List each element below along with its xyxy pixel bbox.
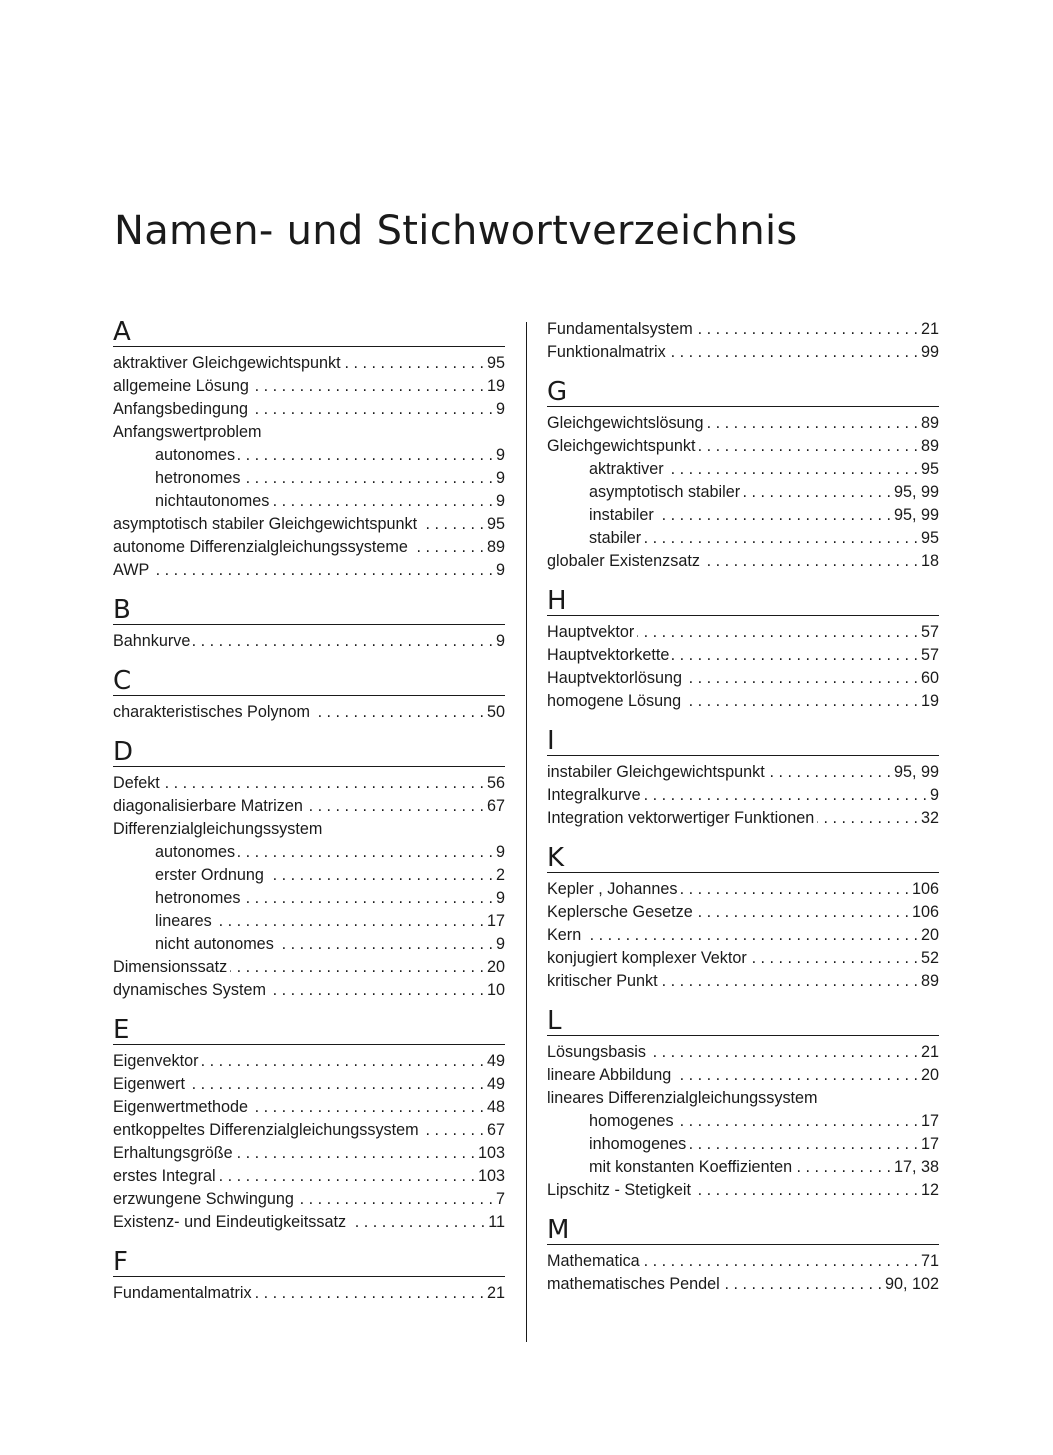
dot-leader [644,527,918,550]
letter-section [547,1007,939,1202]
dot-leader [657,504,891,527]
index-term: Eigenvektor [113,1052,199,1070]
index-term: autonomes [155,843,236,861]
index-subentry [113,910,505,933]
index-entry [113,1096,505,1119]
page-number: 19 [920,692,939,710]
index-entry [547,1179,939,1202]
dot-leader [743,481,891,504]
index-entry [547,644,939,667]
page-number: 89 [920,414,939,432]
page-number: 7 [495,1190,505,1208]
page-number: 9 [495,446,505,464]
index-entry [113,701,505,724]
index-term: globaler Existenzsatz [547,552,700,570]
page-number: 95 [920,460,939,478]
letter-section [113,738,505,1002]
index-term: Mathematica [547,1252,640,1270]
index-entry [547,1087,939,1110]
letter-section [113,1016,505,1234]
index-term: hetronomes [155,469,241,487]
page-number: 21 [486,1284,505,1302]
index-subentry [547,504,939,527]
dot-leader [684,690,918,713]
section-letter-heading: A [113,318,505,347]
page-number: 9 [495,400,505,418]
index-term: aktraktiver [589,460,664,478]
index-entry [113,559,505,582]
dot-leader [238,444,493,467]
dot-leader [750,947,918,970]
index-term: kritischer Punkt [547,972,658,990]
section-letter-heading: K [547,844,939,873]
page-number: 95 [920,529,939,547]
letter-section [547,1216,939,1296]
page-number: 17 [920,1112,939,1130]
dot-leader [152,559,493,582]
page-number: 17, 38 [893,1158,939,1176]
index-column-right [547,318,939,1310]
section-letter-heading: H [547,587,939,616]
dot-leader [644,784,927,807]
dot-leader [297,1188,493,1211]
index-entry [547,878,939,901]
index-term: Lipschitz - Stetigkeit [547,1181,691,1199]
index-entry [547,550,939,573]
index-entry [113,630,505,653]
dot-leader [255,1282,484,1305]
dot-leader [269,979,484,1002]
index-term: dynamisches System [113,981,266,999]
page-number: 2 [495,866,505,884]
index-term: Keplersche Gesetze [547,903,693,921]
dot-leader [252,375,484,398]
index-term: allgemeine Lösung [113,377,249,395]
index-subentry [547,1110,939,1133]
page-number: 103 [477,1167,505,1185]
page-number: 90, 102 [884,1275,939,1293]
index-term: lineares [155,912,212,930]
section-letter-heading: L [547,1007,939,1036]
page-number: 9 [495,561,505,579]
dot-leader [768,761,891,784]
index-entry [113,375,505,398]
letter-section [113,667,505,724]
dot-leader [723,1273,882,1296]
page-number: 21 [920,1043,939,1061]
dot-leader [674,1064,918,1087]
dot-leader [422,1119,484,1142]
index-subentry [113,864,505,887]
page-number: 89 [920,972,939,990]
index-entry [113,1211,505,1234]
column-divider [526,322,527,1342]
page-number: 21 [920,320,939,338]
page-number: 56 [486,774,505,792]
dot-leader [230,956,484,979]
page-number: 60 [920,669,939,687]
dot-leader [193,630,493,653]
index-term: inhomogenes [589,1135,687,1153]
section-letter-heading: F [113,1248,505,1277]
index-term: Integration vektorwertiger Funktionen [547,809,815,827]
dot-leader [661,970,918,993]
dot-leader [677,1110,918,1133]
index-term: Integralkurve [547,786,641,804]
index-term: Fundamentalsystem [547,320,693,338]
index-column-left [113,318,505,1319]
page-number: 89 [920,437,939,455]
dot-leader [685,667,918,690]
dot-leader [272,490,493,513]
index-term: instabiler Gleichgewichtspunkt [547,763,765,781]
dot-leader [349,1211,485,1234]
page-number: 48 [486,1098,505,1116]
section-letter-heading: I [547,727,939,756]
page-number: 9 [495,889,505,907]
letter-section [113,318,505,582]
page-number: 106 [911,880,939,898]
index-term: mit konstanten Koeffizienten [589,1158,793,1176]
dot-leader [637,621,918,644]
page-number: 20 [920,926,939,944]
dot-leader [643,1250,918,1273]
index-term: Defekt [113,774,160,792]
index-entry [547,901,939,924]
letter-section [113,596,505,653]
index-entry [113,398,505,421]
index-subentry [547,527,939,550]
dot-leader [681,878,909,901]
index-term: Hauptvektor [547,623,635,641]
page-number: 20 [486,958,505,976]
section-letter-heading: B [113,596,505,625]
index-entry [547,1250,939,1273]
page-number: 9 [495,935,505,953]
page-number: 17 [920,1135,939,1153]
index-term: lineare Abbildung [547,1066,672,1084]
page-number: 67 [486,1121,505,1139]
dot-leader [238,841,493,864]
index-entry [113,1119,505,1142]
index-term: Gleichgewichtspunkt [547,437,696,455]
dot-leader [219,1165,475,1188]
dot-leader [201,1050,484,1073]
dot-leader [672,644,918,667]
dot-leader [267,864,493,887]
index-term: autonome Differenzialgleichungssysteme [113,538,408,556]
continued-entries [547,318,939,364]
dot-leader [795,1156,891,1179]
page-number: 9 [495,843,505,861]
page-number: 95 [486,515,505,533]
dot-leader [669,341,918,364]
index-term: Existenz- und Eindeutigkeitssatz [113,1213,347,1231]
index-subentry [113,444,505,467]
index-term: nicht autonomes [155,935,274,953]
index-term: instabiler [589,506,654,524]
index-entry [547,1041,939,1064]
page-number: 20 [920,1066,939,1084]
page-number: 18 [920,552,939,570]
index-term: Eigenwertmethode [113,1098,248,1116]
dot-leader [215,910,484,933]
index-term: Gleichgewichtslösung [547,414,704,432]
dot-leader [163,772,484,795]
index-entry [113,1073,505,1096]
index-subentry [113,841,505,864]
section-letter-heading: D [113,738,505,767]
index-subentry [547,1133,939,1156]
letter-section [547,844,939,993]
dot-leader [707,412,918,435]
index-term: entkoppeltes Differenzialgleichungssystem [113,1121,419,1139]
page-number: 50 [486,703,505,721]
dot-leader [703,550,918,573]
page-number: 95, 99 [893,506,939,524]
page-number: 9 [929,786,939,804]
index-term: konjugiert komplexer Vektor [547,949,747,967]
index-term: asymptotisch stabiler [589,483,741,501]
page-number: 11 [488,1213,505,1231]
dot-leader [243,887,493,910]
index-entry [547,807,939,830]
dot-leader [306,795,484,818]
index-term: Hauptvektorkette [547,646,670,664]
page-number: 52 [920,949,939,967]
index-entry [547,667,939,690]
index-subentry [113,467,505,490]
page-number: 10 [486,981,505,999]
index-entry [547,970,939,993]
index-term: Kern [547,926,582,944]
index-term: erster Ordnung [155,866,264,884]
index-subentry [547,481,939,504]
index-entry [113,1142,505,1165]
dot-leader [817,807,918,830]
index-term: lineares Differenzialgleichungssystem [547,1089,818,1107]
letter-section [547,587,939,713]
dot-leader [584,924,918,947]
dot-leader [277,933,493,956]
index-entry [113,513,505,536]
dot-leader [313,701,484,724]
page-number: 12 [920,1181,939,1199]
index-entry [547,924,939,947]
index-term: Funktionalmatrix [547,343,666,361]
page-number: 71 [920,1252,939,1270]
dot-leader [251,398,493,421]
dot-leader [236,1142,475,1165]
page-number: 103 [477,1144,505,1162]
index-entry [547,947,939,970]
dot-leader [667,458,918,481]
index-entry [113,956,505,979]
index-term: asymptotisch stabiler Gleichgewichtspunkt [113,515,418,533]
index-entry [547,784,939,807]
index-entry [547,621,939,644]
page-number: 95, 99 [893,483,939,501]
index-subentry [113,490,505,513]
dot-leader [649,1041,918,1064]
section-letter-heading: G [547,378,939,407]
dot-leader [243,467,493,490]
page-number: 57 [920,646,939,664]
index-term: aktraktiver Gleichgewichtspunkt [113,354,341,372]
dot-leader [698,435,918,458]
index-term: Erhaltungsgröße [113,1144,233,1162]
page-number: 49 [486,1052,505,1070]
index-term: Fundamentalmatrix [113,1284,252,1302]
letter-section [547,727,939,830]
index-entry [113,1165,505,1188]
dot-leader [696,901,909,924]
page-number: 49 [486,1075,505,1093]
page-number: 17 [486,912,505,930]
index-term: Anfangswertproblem [113,423,262,441]
page-number: 32 [920,809,939,827]
page-number: 9 [495,632,505,650]
section-letter-heading: E [113,1016,505,1045]
index-entry [113,795,505,818]
letter-section [113,1248,505,1305]
index-entry [547,341,939,364]
dot-leader [188,1073,484,1096]
index-entry [547,318,939,341]
index-entry [113,772,505,795]
page-number: 95, 99 [893,763,939,781]
page-title: Namen- und Stichwortverzeichnis [114,208,798,254]
index-term: Dimensionssatz [113,958,228,976]
page-number: 95 [486,354,505,372]
dot-leader [689,1133,918,1156]
index-entry [547,435,939,458]
letter-section [547,378,939,573]
index-term: Eigenwert [113,1075,185,1093]
index-term: nichtautonomes [155,492,270,510]
index-term: Hauptvektorlösung [547,669,682,687]
index-term: Kepler , Johannes [547,880,678,898]
index-entry [113,979,505,1002]
page-number: 9 [495,469,505,487]
index-term: hetronomes [155,889,241,907]
index-entry [547,1273,939,1296]
index-term: Bahnkurve [113,632,191,650]
dot-leader [411,536,484,559]
page-number: 106 [911,903,939,921]
index-entry [113,1050,505,1073]
page-number: 57 [920,623,939,641]
page-number: 9 [495,492,505,510]
index-term: AWP [113,561,150,579]
dot-leader [420,513,484,536]
dot-leader [344,352,484,375]
dot-leader [694,1179,918,1202]
index-entry [547,690,939,713]
index-term: Differenzialgleichungssystem [113,820,323,838]
page-number: 89 [486,538,505,556]
index-subentry [547,1156,939,1179]
section-letter-heading: C [113,667,505,696]
index-subentry [113,887,505,910]
section-letter-heading: M [547,1216,939,1245]
index-term: diagonalisierbare Matrizen [113,797,303,815]
index-term: homogene Lösung [547,692,682,710]
index-term: charakteristisches Polynom [113,703,311,721]
index-subentry [113,933,505,956]
page-number: 19 [486,377,505,395]
index-entry [113,536,505,559]
index-term: stabiler [589,529,642,547]
index-entry [547,761,939,784]
index-entry [547,412,939,435]
index-term: homogenes [589,1112,674,1130]
index-entry [113,1282,505,1305]
index-term: erzwungene Schwingung [113,1190,294,1208]
index-term: autonomes [155,446,236,464]
page-number: 99 [920,343,939,361]
index-term: mathematisches Pendel [547,1275,720,1293]
dot-leader [251,1096,484,1119]
index-entry [113,421,505,444]
index-term: erstes Integral [113,1167,216,1185]
index-term: Lösungsbasis [547,1043,646,1061]
dot-leader [696,318,918,341]
index-entry [113,352,505,375]
index-term: Anfangsbedingung [113,400,249,418]
index-entry [547,1064,939,1087]
index-entry [113,1188,505,1211]
page-number: 67 [486,797,505,815]
index-entry [113,818,505,841]
index-subentry [547,458,939,481]
